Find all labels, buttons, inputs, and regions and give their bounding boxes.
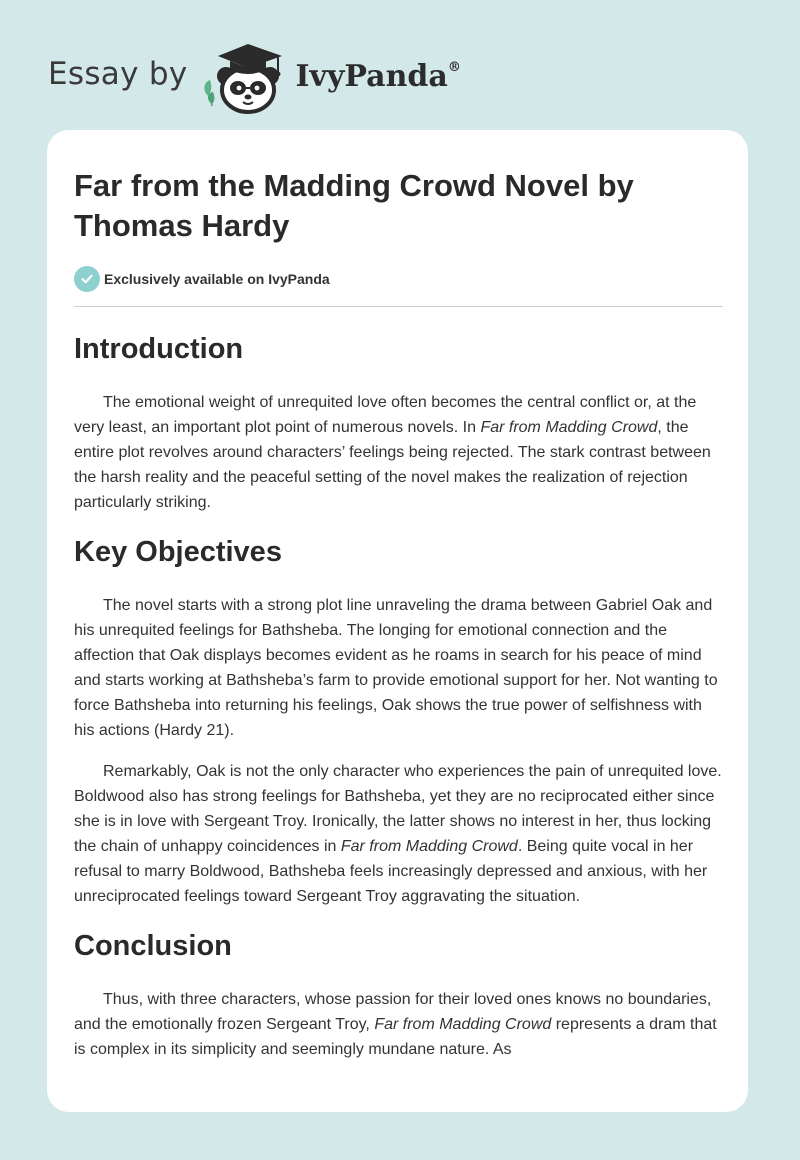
essay-card: [47, 130, 748, 1112]
registered-mark: ®: [447, 59, 461, 75]
essay-by-label: Essay by: [48, 56, 188, 92]
section-heading-conclusion: Conclusion: [74, 930, 232, 962]
exclusive-badge-label: Exclusively available on IvyPanda: [104, 271, 330, 287]
divider: [74, 306, 723, 307]
brand-name: IvyPanda®: [295, 58, 461, 94]
section-heading-key-objectives: Key Objectives: [74, 536, 282, 568]
section-heading-introduction: Introduction: [74, 333, 244, 365]
paragraph-key-objectives-1: The novel starts with a strong plot line unraveling the drama between Gabriel Oak and his unrequited feelings for Bathsheba. The longing for emotional connection and the affection that Oak displays becomes evident as he roams in search for his peace of mind and starts working at Bathsheba’s farm to provide emotional support for her. Not wanting to force Bathsheba into returning his feelings, Oak shows the true power of selfishness with his actions (Hardy 21).: [74, 597, 718, 739]
check-circle-icon: [74, 266, 100, 292]
site-header: [48, 34, 461, 114]
paragraph-key-objectives-2: Remarkably, Oak is not the only character who experiences the pain of unrequited love. Boldwood also has strong feelings for Bathsheba, yet they are no reciprocated either since she is in love with Sergeant Troy. Ironically, the latter shows no interest in her, thus locking the chain of unhappy coincidences in Far from Madding Crowd. Being quite vocal in her refusal to marry Boldwood, Bathsheba feels increasingly depressed and anxious, with her unreciprocated feelings toward Sergeant Troy aggravating the situation.: [74, 763, 722, 905]
ivypanda-panda-logo-icon: [198, 34, 290, 114]
paragraph-introduction: The emotional weight of unrequited love often becomes the central conflict or, at the very least, an important plot point of numerous novels. In Far from Madding Crowd, the entire plot revolves around characters’ feelings being rejected. The stark contrast between the harsh reality and the peaceful setting of the novel makes the realization of rejection particularly striking.: [74, 394, 711, 511]
exclusive-badge: [74, 265, 723, 293]
paragraph-conclusion: Thus, with three characters, whose passion for their loved ones knows no boundaries, and the emotionally frozen Sergeant Troy, Far from Madding Crowd represents a dram that is complex in its simplicity and seemingly mundane nature. As: [74, 991, 717, 1058]
essay-title: Far from the Madding Crowd Novel by Thomas Hardy: [74, 168, 634, 243]
